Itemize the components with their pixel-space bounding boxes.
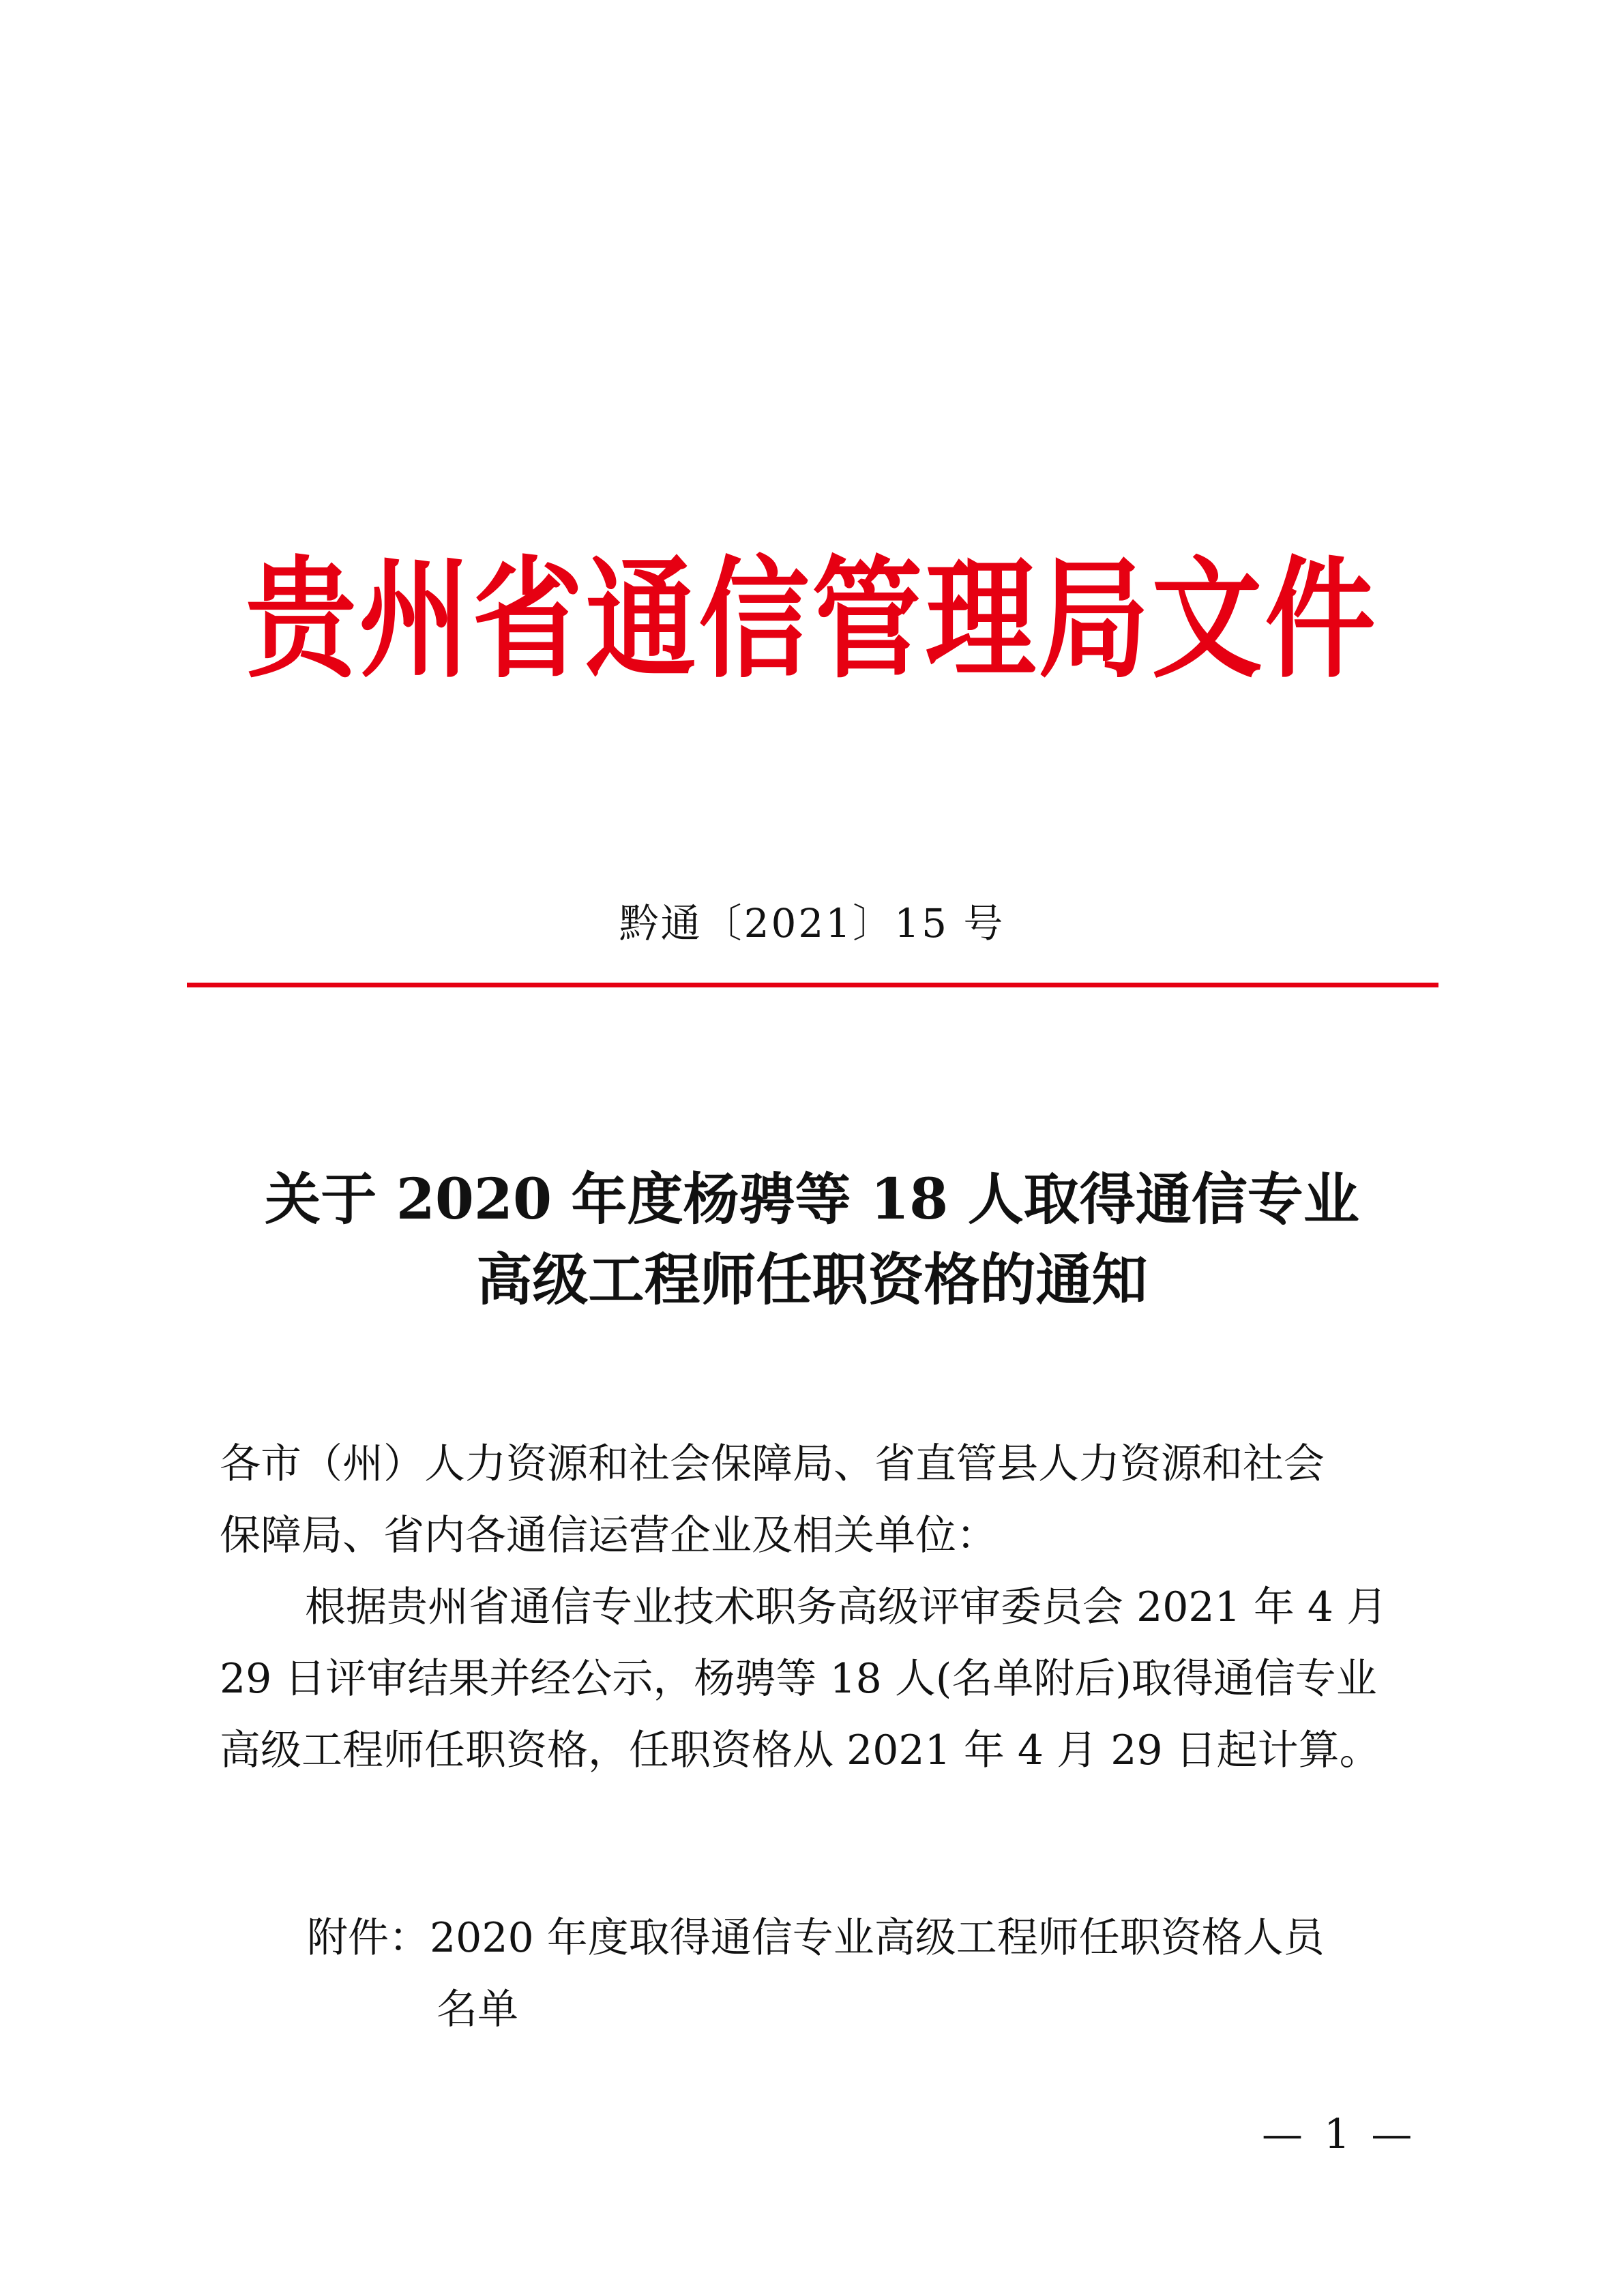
recipients-line-1: 各市（州）人力资源和社会保障局、省直管县人力资源和社会	[220, 1440, 1325, 1488]
issuing-org-title: 贵州省通信管理局文件	[246, 545, 1378, 696]
notice-body	[220, 1429, 1420, 1787]
paragraph-line-2: 29 日评审结果并经公示，杨骋等 18 人(名单附后)取得通信专业	[220, 1655, 1377, 1703]
recipients-line-2: 保障局、省内各通信运营企业及相关单位：	[220, 1512, 997, 1560]
attachment-line-1: 附件：2020 年度取得通信专业高级工程师任职资格人员	[307, 1914, 1325, 1962]
attachment-line-2: 名单	[437, 1986, 518, 2033]
page-number: — 1 —	[1262, 2111, 1417, 2158]
document-number: 黔通〔2021〕15 号	[619, 900, 1005, 946]
paragraph-line-1: 根据贵州省通信专业技术职务高级评审委员会 2021 年 4 月	[305, 1583, 1388, 1631]
paragraph-line-3: 高级工程师任职资格，任职资格从 2021 年 4 月 29 日起计算。	[220, 1727, 1381, 1774]
red-separator-line	[187, 983, 1438, 987]
notice-title	[0, 1159, 1624, 1320]
notice-title-line-2: 高级工程师任职资格的通知	[476, 1247, 1148, 1313]
notice-title-line-1: 关于 2020 年度杨骋等 18 人取得通信专业	[265, 1167, 1359, 1232]
attachment-note	[307, 1903, 1325, 2046]
